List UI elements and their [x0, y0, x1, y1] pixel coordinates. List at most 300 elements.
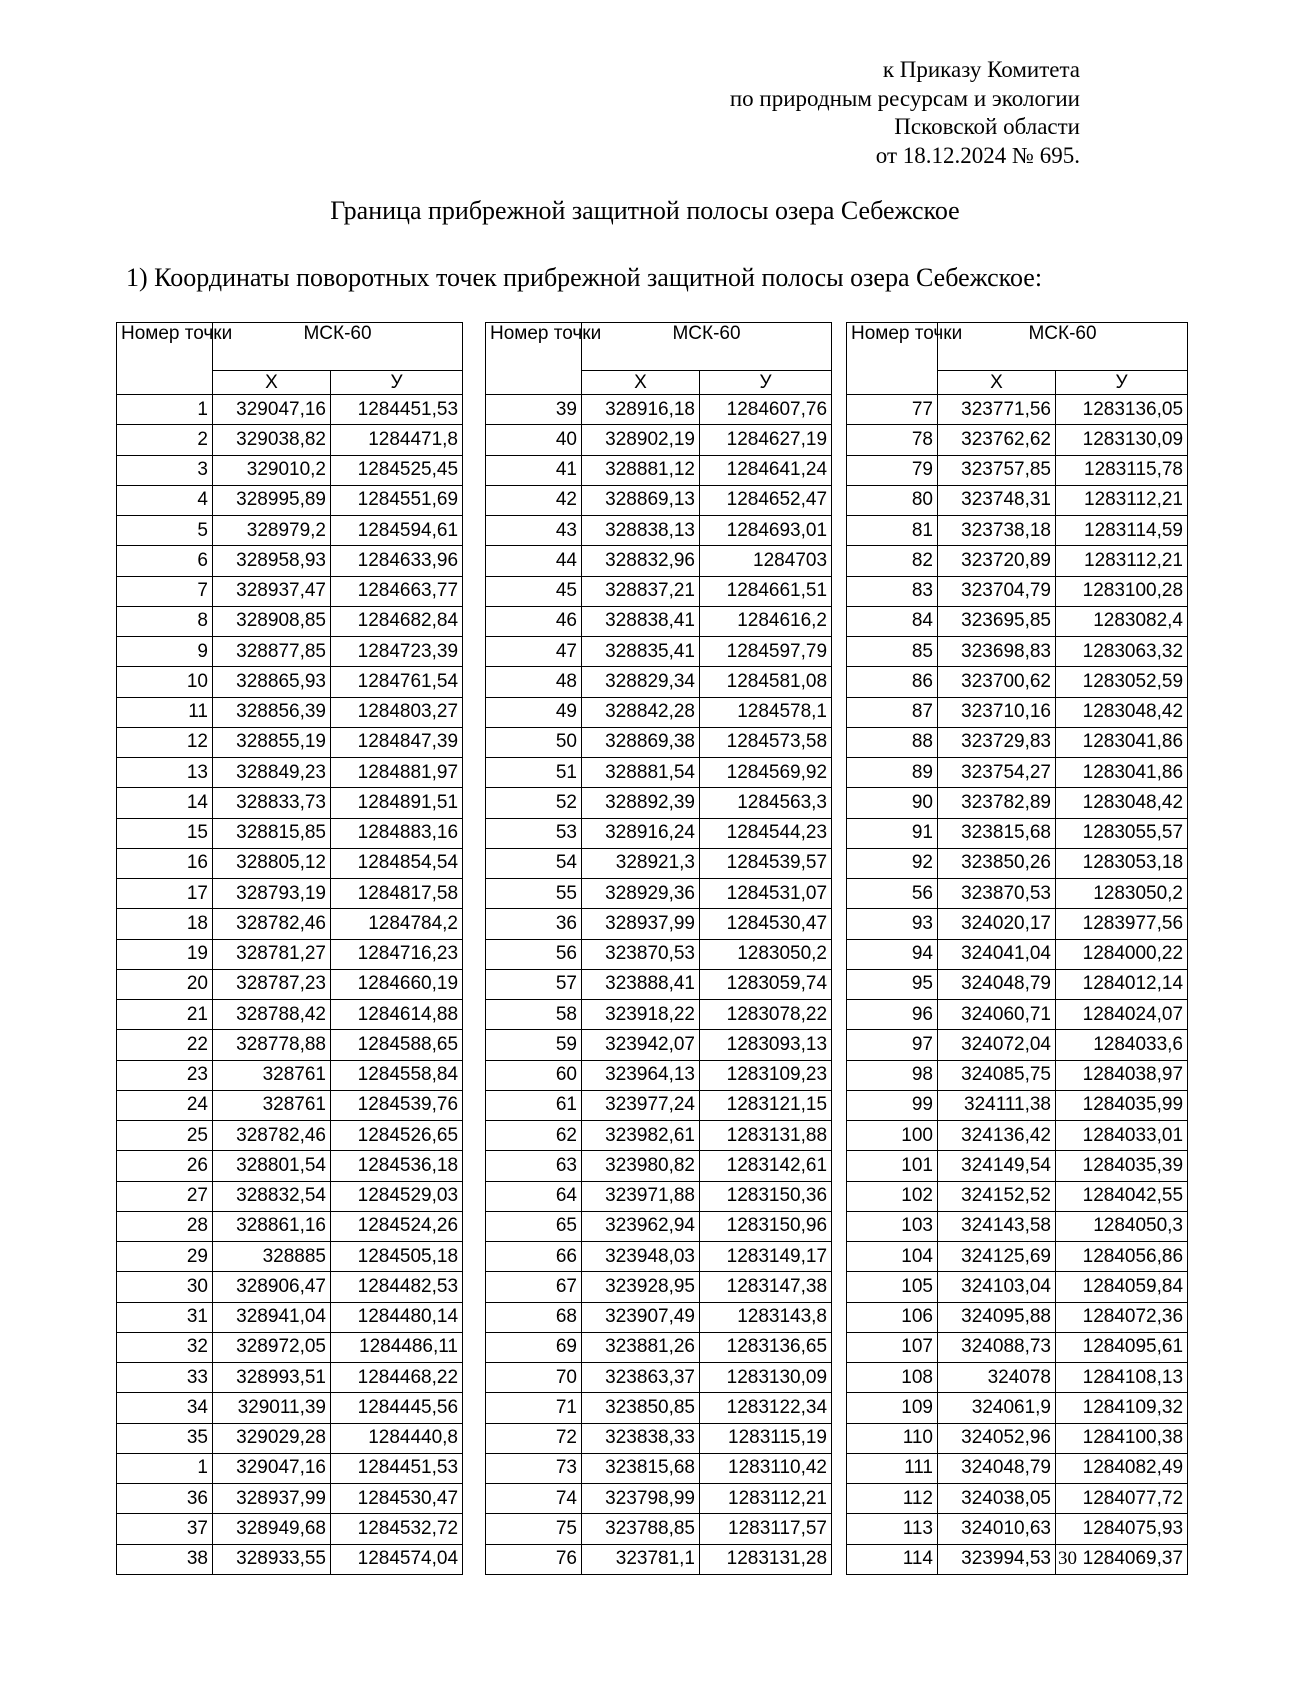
x-coordinate-cell: 324149,54: [938, 1151, 1056, 1181]
table-row: [117, 1423, 463, 1453]
coordinates-table-2: [485, 322, 832, 1575]
y-coordinate-cell: 1284451,53: [331, 1453, 463, 1483]
point-number-cell: 34: [117, 1393, 213, 1423]
table-row: [117, 848, 463, 878]
point-number-cell: 24: [117, 1090, 213, 1120]
y-coordinate-cell: 1283093,13: [700, 1030, 832, 1060]
x-coordinate-cell: 328838,13: [582, 516, 700, 546]
y-coordinate-cell: 1283114,59: [1056, 516, 1188, 546]
point-number-cell: 54: [486, 848, 582, 878]
y-coordinate-cell: 1284641,24: [700, 455, 832, 485]
y-coordinate-cell: 1284627,19: [700, 425, 832, 455]
point-number-cell: 103: [847, 1211, 938, 1241]
point-number-cell: 109: [847, 1393, 938, 1423]
table-row: [847, 425, 1188, 455]
y-coordinate-cell: 1283130,09: [1056, 425, 1188, 455]
point-number-cell: 33: [117, 1363, 213, 1393]
y-coordinate-cell: 1284505,18: [331, 1242, 463, 1272]
y-coordinate-cell: 1284038,97: [1056, 1060, 1188, 1090]
y-coordinate-cell: 1284525,45: [331, 455, 463, 485]
point-number-header: Номер точки: [847, 323, 938, 395]
table-row: [847, 1453, 1188, 1483]
point-number-cell: 23: [117, 1060, 213, 1090]
point-number-cell: 48: [486, 667, 582, 697]
y-coordinate-cell: 1284616,2: [700, 606, 832, 636]
point-number-cell: 19: [117, 939, 213, 969]
point-number-cell: 88: [847, 727, 938, 757]
point-number-cell: 110: [847, 1423, 938, 1453]
point-number-cell: 52: [486, 788, 582, 818]
point-number-cell: 92: [847, 848, 938, 878]
point-number-cell: 74: [486, 1484, 582, 1514]
table-row: [847, 1211, 1188, 1241]
x-coordinate-cell: 323782,89: [938, 788, 1056, 818]
table-row: [486, 516, 832, 546]
point-number-cell: 16: [117, 848, 213, 878]
point-number-cell: 81: [847, 516, 938, 546]
y-coordinate-cell: 1283143,8: [700, 1302, 832, 1332]
x-coordinate-cell: 323754,27: [938, 758, 1056, 788]
order-reference-line: по природным ресурсам и экологии: [729, 85, 1080, 111]
y-coordinate-cell: 1283112,21: [700, 1484, 832, 1514]
table-row: [117, 667, 463, 697]
point-number-cell: 84: [847, 606, 938, 636]
table-row: [117, 576, 463, 606]
y-coordinate-cell: 1283048,42: [1056, 788, 1188, 818]
y-coordinate-cell: 1283052,59: [1056, 667, 1188, 697]
y-coordinate-cell: 1283122,34: [700, 1393, 832, 1423]
table-row: [486, 546, 832, 576]
x-coordinate-cell: 329047,16: [213, 395, 331, 425]
x-coordinate-cell: 324052,96: [938, 1423, 1056, 1453]
x-coordinate-cell: 324078: [938, 1363, 1056, 1393]
table-row: [486, 879, 832, 909]
y-coordinate-cell: 1283117,57: [700, 1514, 832, 1544]
table-row: [117, 395, 463, 425]
point-number-cell: 101: [847, 1151, 938, 1181]
y-coordinate-cell: 1283150,36: [700, 1181, 832, 1211]
table-row: [486, 1121, 832, 1151]
point-number-cell: 8: [117, 606, 213, 636]
table-row: [486, 1211, 832, 1241]
y-coordinate-cell: 1284482,53: [331, 1272, 463, 1302]
y-coordinate-cell: 1283150,96: [700, 1211, 832, 1241]
y-coordinate-cell: 1284056,86: [1056, 1242, 1188, 1272]
table-row: [117, 1302, 463, 1332]
table-row: [847, 727, 1188, 757]
point-number-cell: 76: [486, 1544, 582, 1574]
table-row: [486, 485, 832, 515]
y-coordinate-cell: 1284440,8: [331, 1423, 463, 1453]
y-coordinate-cell: 1284531,07: [700, 879, 832, 909]
point-number-cell: 21: [117, 1000, 213, 1030]
point-number-cell: 78: [847, 425, 938, 455]
point-number-cell: 6: [117, 546, 213, 576]
x-coordinate-cell: 323850,85: [582, 1393, 700, 1423]
point-number-cell: 28: [117, 1211, 213, 1241]
y-coordinate-cell: 1283131,88: [700, 1121, 832, 1151]
point-number-cell: 1: [117, 1453, 213, 1483]
x-coordinate-cell: 328778,88: [213, 1030, 331, 1060]
x-coordinate-cell: 323918,22: [582, 1000, 700, 1030]
table-row: [847, 1272, 1188, 1302]
table-row: [847, 1242, 1188, 1272]
table-row: [847, 909, 1188, 939]
point-number-cell: 99: [847, 1090, 938, 1120]
x-coordinate-cell: 329038,82: [213, 425, 331, 455]
table-row: [117, 637, 463, 667]
x-coordinate-cell: 323850,26: [938, 848, 1056, 878]
table-row: [117, 697, 463, 727]
y-coordinate-cell: 1284891,51: [331, 788, 463, 818]
table-row: [847, 1332, 1188, 1362]
y-coordinate-cell: 1284480,14: [331, 1302, 463, 1332]
table-row: [847, 606, 1188, 636]
y-coordinate-cell: 1283977,56: [1056, 909, 1188, 939]
point-number-cell: 93: [847, 909, 938, 939]
y-coordinate-cell: 1284530,47: [700, 909, 832, 939]
point-number-cell: 100: [847, 1121, 938, 1151]
y-coordinate-cell: 1283053,18: [1056, 848, 1188, 878]
y-coordinate-cell: 1283048,42: [1056, 697, 1188, 727]
point-number-cell: 79: [847, 455, 938, 485]
point-number-cell: 35: [117, 1423, 213, 1453]
table-row: [486, 1090, 832, 1120]
x-coordinate-cell: 323980,82: [582, 1151, 700, 1181]
x-coordinate-cell: 324072,04: [938, 1030, 1056, 1060]
table-row: [847, 1302, 1188, 1332]
y-coordinate-cell: 1284524,26: [331, 1211, 463, 1241]
table-row: [847, 1393, 1188, 1423]
point-number-cell: 25: [117, 1121, 213, 1151]
table-row: [847, 788, 1188, 818]
table-row: [847, 879, 1188, 909]
x-coordinate-cell: 323870,53: [938, 879, 1056, 909]
table-row: [847, 758, 1188, 788]
point-number-cell: 22: [117, 1030, 213, 1060]
y-coordinate-cell: 1284881,97: [331, 758, 463, 788]
y-coordinate-cell: 1284817,58: [331, 879, 463, 909]
x-coordinate-cell: 323720,89: [938, 546, 1056, 576]
table-row: [486, 1514, 832, 1544]
table-row: [117, 606, 463, 636]
table-row: [847, 818, 1188, 848]
x-coordinate-cell: 328881,12: [582, 455, 700, 485]
x-coordinate-cell: 328801,54: [213, 1151, 331, 1181]
x-coordinate-cell: 324061,9: [938, 1393, 1056, 1423]
table-row: [847, 1060, 1188, 1090]
point-number-cell: 106: [847, 1302, 938, 1332]
table-row: [117, 939, 463, 969]
x-coordinate-cell: 323704,79: [938, 576, 1056, 606]
table-row: [486, 455, 832, 485]
point-number-cell: 111: [847, 1453, 938, 1483]
y-coordinate-cell: 1284035,99: [1056, 1090, 1188, 1120]
y-coordinate-cell: 1283147,38: [700, 1272, 832, 1302]
point-number-cell: 53: [486, 818, 582, 848]
point-number-cell: 112: [847, 1484, 938, 1514]
coordinates-table-3: [846, 322, 1188, 1575]
point-number-cell: 105: [847, 1272, 938, 1302]
table-row: [117, 1090, 463, 1120]
x-coordinate-cell: 328855,19: [213, 727, 331, 757]
x-coordinate-cell: 328892,39: [582, 788, 700, 818]
x-coordinate-cell: 323815,68: [582, 1453, 700, 1483]
x-coordinate-cell: 328937,99: [213, 1484, 331, 1514]
y-coordinate-cell: 1283063,32: [1056, 637, 1188, 667]
coordinate-system-header: МСК-60: [938, 323, 1188, 371]
x-coordinate-cell: 323964,13: [582, 1060, 700, 1090]
point-number-cell: 17: [117, 879, 213, 909]
point-number-cell: 38: [117, 1544, 213, 1574]
y-coordinate-cell: 1284035,39: [1056, 1151, 1188, 1181]
table-row: [117, 1453, 463, 1483]
y-coordinate-cell: 1283115,19: [700, 1423, 832, 1453]
y-coordinate-cell: 1284614,88: [331, 1000, 463, 1030]
y-coordinate-cell: 1284445,56: [331, 1393, 463, 1423]
point-number-cell: 85: [847, 637, 938, 667]
y-coordinate-cell: 1284536,18: [331, 1151, 463, 1181]
x-coordinate-cell: 324041,04: [938, 939, 1056, 969]
table-row: [486, 1302, 832, 1332]
table-row: [486, 1544, 832, 1574]
x-coordinate-cell: 323748,31: [938, 485, 1056, 515]
point-number-cell: 61: [486, 1090, 582, 1120]
point-number-cell: 67: [486, 1272, 582, 1302]
table-row: [847, 1423, 1188, 1453]
y-coordinate-cell: 1284854,54: [331, 848, 463, 878]
x-coordinate-cell: 323982,61: [582, 1121, 700, 1151]
table-row: [117, 546, 463, 576]
y-coordinate-cell: 1284597,79: [700, 637, 832, 667]
table-row: [486, 818, 832, 848]
x-coordinate-cell: 328958,93: [213, 546, 331, 576]
table-row: [117, 485, 463, 515]
y-coordinate-cell: 1284682,84: [331, 606, 463, 636]
point-number-cell: 69: [486, 1332, 582, 1362]
point-number-cell: 11: [117, 697, 213, 727]
point-number-cell: 42: [486, 485, 582, 515]
point-number-cell: 98: [847, 1060, 938, 1090]
table-row: [847, 637, 1188, 667]
point-number-cell: 41: [486, 455, 582, 485]
point-number-cell: 40: [486, 425, 582, 455]
x-coordinate-cell: 328805,12: [213, 848, 331, 878]
y-coordinate-cell: 1283041,86: [1056, 727, 1188, 757]
point-number-cell: 46: [486, 606, 582, 636]
x-coordinate-cell: 323788,85: [582, 1514, 700, 1544]
point-number-cell: 4: [117, 485, 213, 515]
x-coordinate-cell: 328937,99: [582, 909, 700, 939]
x-coordinate-cell: 323729,83: [938, 727, 1056, 757]
point-number-cell: 31: [117, 1302, 213, 1332]
table-row: [847, 1030, 1188, 1060]
point-number-header: Номер точки: [117, 323, 213, 395]
point-number-cell: 37: [117, 1514, 213, 1544]
point-number-cell: 47: [486, 637, 582, 667]
point-number-cell: 18: [117, 909, 213, 939]
x-coordinate-cell: 328933,55: [213, 1544, 331, 1574]
y-header: У: [1056, 371, 1188, 395]
x-coordinate-cell: 323815,68: [938, 818, 1056, 848]
x-coordinate-cell: 323757,85: [938, 455, 1056, 485]
y-coordinate-cell: 1284077,72: [1056, 1484, 1188, 1514]
point-number-cell: 45: [486, 576, 582, 606]
y-coordinate-cell: 1284526,65: [331, 1121, 463, 1151]
y-coordinate-cell: 1283149,17: [700, 1242, 832, 1272]
x-coordinate-cell: 324048,79: [938, 969, 1056, 999]
point-number-cell: 9: [117, 637, 213, 667]
x-coordinate-cell: 323710,16: [938, 697, 1056, 727]
table-row: [486, 1484, 832, 1514]
point-number-cell: 60: [486, 1060, 582, 1090]
y-coordinate-cell: 1284539,76: [331, 1090, 463, 1120]
x-coordinate-cell: 328861,16: [213, 1211, 331, 1241]
point-number-cell: 114: [847, 1544, 938, 1574]
y-coordinate-cell: 1284661,51: [700, 576, 832, 606]
y-coordinate-cell: 1283115,78: [1056, 455, 1188, 485]
x-coordinate-cell: 328921,3: [582, 848, 700, 878]
x-coordinate-cell: 328908,85: [213, 606, 331, 636]
y-coordinate-cell: 1284716,23: [331, 939, 463, 969]
table-row: [486, 1151, 832, 1181]
x-coordinate-cell: 328781,27: [213, 939, 331, 969]
table-row: [847, 1121, 1188, 1151]
y-coordinate-cell: 1283078,22: [700, 1000, 832, 1030]
table-row: [486, 697, 832, 727]
x-coordinate-cell: 328793,19: [213, 879, 331, 909]
y-coordinate-cell: 1284574,04: [331, 1544, 463, 1574]
point-number-cell: 65: [486, 1211, 582, 1241]
table-row: [486, 576, 832, 606]
y-coordinate-cell: 1283059,74: [700, 969, 832, 999]
point-number-cell: 5: [117, 516, 213, 546]
order-reference-line: от 18.12.2024 № 695.: [875, 142, 1080, 168]
x-coordinate-cell: 328881,54: [582, 758, 700, 788]
table-row: [847, 455, 1188, 485]
x-coordinate-cell: 324060,71: [938, 1000, 1056, 1030]
y-coordinate-cell: 1284095,61: [1056, 1332, 1188, 1362]
y-coordinate-cell: 1284059,84: [1056, 1272, 1188, 1302]
table-row: [117, 1484, 463, 1514]
x-coordinate-cell: 328937,47: [213, 576, 331, 606]
x-coordinate-cell: 323781,1: [582, 1544, 700, 1574]
x-coordinate-cell: 323881,26: [582, 1332, 700, 1362]
point-number-cell: 56: [847, 879, 938, 909]
point-number-cell: 43: [486, 516, 582, 546]
point-number-cell: 50: [486, 727, 582, 757]
point-number-cell: 104: [847, 1242, 938, 1272]
x-coordinate-cell: 323962,94: [582, 1211, 700, 1241]
point-number-cell: 49: [486, 697, 582, 727]
point-number-cell: 10: [117, 667, 213, 697]
y-coordinate-cell: 1283136,65: [700, 1332, 832, 1362]
table-row: [117, 758, 463, 788]
x-coordinate-cell: 328906,47: [213, 1272, 331, 1302]
x-coordinate-cell: 323695,85: [938, 606, 1056, 636]
table-row: [117, 516, 463, 546]
point-number-cell: 66: [486, 1242, 582, 1272]
x-coordinate-cell: 324038,05: [938, 1484, 1056, 1514]
x-coordinate-cell: 328761: [213, 1090, 331, 1120]
x-header: Х: [938, 371, 1056, 395]
y-coordinate-cell: 1284588,65: [331, 1030, 463, 1060]
table-row: [117, 969, 463, 999]
x-coordinate-cell: 328815,85: [213, 818, 331, 848]
y-coordinate-cell: 1283112,21: [1056, 485, 1188, 515]
table-row: [847, 1514, 1188, 1544]
y-header: У: [331, 371, 463, 395]
point-number-cell: 36: [486, 909, 582, 939]
point-number-header: Номер точки: [486, 323, 582, 395]
x-coordinate-cell: 328949,68: [213, 1514, 331, 1544]
x-coordinate-cell: 328972,05: [213, 1332, 331, 1362]
y-coordinate-cell: 1284581,08: [700, 667, 832, 697]
x-coordinate-cell: 328787,23: [213, 969, 331, 999]
y-coordinate-cell: 1284100,38: [1056, 1423, 1188, 1453]
y-coordinate-cell: 1283050,2: [1056, 879, 1188, 909]
table-row: [847, 546, 1188, 576]
x-coordinate-cell: 323698,83: [938, 637, 1056, 667]
y-coordinate-cell: 1284578,1: [700, 697, 832, 727]
x-coordinate-cell: 328788,42: [213, 1000, 331, 1030]
point-number-cell: 32: [117, 1332, 213, 1362]
x-coordinate-cell: 328916,18: [582, 395, 700, 425]
coordinate-system-header: МСК-60: [582, 323, 832, 371]
point-number-cell: 73: [486, 1453, 582, 1483]
x-coordinate-cell: 329011,39: [213, 1393, 331, 1423]
table-row: [117, 1211, 463, 1241]
y-coordinate-cell: 1284569,92: [700, 758, 832, 788]
table-row: [847, 667, 1188, 697]
point-number-cell: 86: [847, 667, 938, 697]
table-row: [486, 848, 832, 878]
table-row: [486, 969, 832, 999]
point-number-cell: 12: [117, 727, 213, 757]
y-coordinate-cell: 1284109,32: [1056, 1393, 1188, 1423]
x-coordinate-cell: 328993,51: [213, 1363, 331, 1393]
table-row: [486, 1423, 832, 1453]
table-row: [486, 727, 832, 757]
y-coordinate-cell: 1284594,61: [331, 516, 463, 546]
x-coordinate-cell: 323977,24: [582, 1090, 700, 1120]
x-coordinate-cell: 328877,85: [213, 637, 331, 667]
order-reference-line: к Приказу Комитета: [882, 57, 1080, 82]
table-row: [486, 1000, 832, 1030]
point-number-cell: 97: [847, 1030, 938, 1060]
y-coordinate-cell: 1283131,28: [700, 1544, 832, 1574]
y-coordinate-cell: 1284532,72: [331, 1514, 463, 1544]
point-number-cell: 55: [486, 879, 582, 909]
point-number-cell: 108: [847, 1363, 938, 1393]
page-number: 30: [1058, 1548, 1077, 1569]
y-coordinate-cell: 1283109,23: [700, 1060, 832, 1090]
table-row: [847, 1000, 1188, 1030]
table-row: [117, 1544, 463, 1574]
x-coordinate-cell: 328941,04: [213, 1302, 331, 1332]
point-number-cell: 75: [486, 1514, 582, 1544]
x-coordinate-cell: 323762,62: [938, 425, 1056, 455]
point-number-cell: 51: [486, 758, 582, 788]
table-row: [486, 939, 832, 969]
y-coordinate-cell: 1284486,11: [331, 1332, 463, 1362]
x-coordinate-cell: 328995,89: [213, 485, 331, 515]
table-row: [117, 1363, 463, 1393]
table-row: [486, 909, 832, 939]
y-coordinate-cell: 1283112,21: [1056, 546, 1188, 576]
y-coordinate-cell: 1283136,05: [1056, 395, 1188, 425]
table-row: [117, 788, 463, 818]
